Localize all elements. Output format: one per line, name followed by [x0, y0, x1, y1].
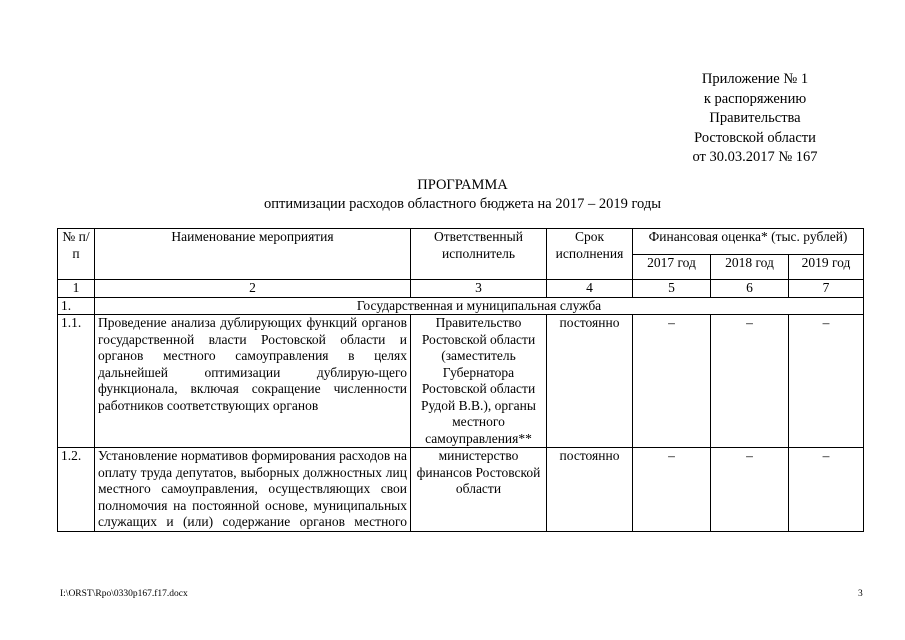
row-name: Установление нормативов формирования расходов на оплату труда депутатов, выборных должностных лиц местного самоуправления, осуществляющих свои полномочия на постоянной основе, муниципальных служащих и (или) содержание органов местного: [95, 448, 411, 532]
header-num-label: № п/п: [62, 229, 90, 261]
column-number: 4: [547, 280, 633, 298]
row-term: постоянно: [547, 315, 633, 448]
appendix-line: от 30.03.2017 № 167: [692, 149, 818, 165]
column-number: 1: [58, 280, 95, 298]
column-number: 6: [711, 280, 789, 298]
title-subheading: оптимизации расходов областного бюджета на 2017 – 2019 годы: [263, 196, 662, 212]
column-numbers-row: [58, 280, 864, 298]
header-name-label: Наименование мероприятия: [171, 229, 334, 244]
header-num: [58, 229, 95, 280]
section-num: 1.: [58, 297, 95, 315]
row-name: Проведение анализа дублирующих функций органов государственной власти Ростовской области и органов местного самоуправления в целях дальнейшей оптимизации дублирую-щего функционала, включая сокращение численности работников соответствующих органов: [95, 315, 411, 448]
table-row: [58, 315, 864, 448]
header-year-2019: 2019 год: [789, 254, 864, 280]
row-2019: –: [789, 448, 864, 532]
row-2018: –: [711, 448, 789, 532]
header-year-2018: 2018 год: [711, 254, 789, 280]
column-number: 3: [411, 280, 547, 298]
section-row: [58, 297, 864, 315]
row-2017: –: [633, 315, 711, 448]
appendix-line: Правительства: [709, 110, 801, 126]
row-term: постоянно: [547, 448, 633, 532]
column-number: 7: [789, 280, 864, 298]
document-title: [0, 176, 905, 214]
row-num: 1.1.: [58, 315, 95, 448]
row-executor: Правительство Ростовской области (заместитель Губернатора Ростовской области Рудой В.В.), органы местного самоуправления**: [411, 315, 547, 448]
file-path: I:\ORST\Rpo\0330p167.f17.docx: [60, 589, 188, 599]
appendix-block: [640, 70, 870, 168]
header-executor: [411, 229, 547, 280]
header-year-2017: 2017 год: [633, 254, 711, 280]
header-term: [547, 229, 633, 280]
header-executor-label: Ответственный исполнитель: [434, 229, 523, 261]
section-title: Государственная и муниципальная служба: [95, 297, 864, 315]
title-heading: ПРОГРАММА: [417, 177, 508, 193]
row-2018: –: [711, 315, 789, 448]
page-number: 3: [858, 589, 863, 599]
header-term-label: Срок исполнения: [555, 229, 624, 261]
header-name: [95, 229, 411, 280]
header-row: [58, 229, 864, 255]
row-2019: –: [789, 315, 864, 448]
column-number: 5: [633, 280, 711, 298]
header-finance-label: Финансовая оценка* (тыс. рублей): [648, 229, 848, 244]
header-finance: [633, 229, 864, 255]
row-num: 1.2.: [58, 448, 95, 532]
row-2017: –: [633, 448, 711, 532]
row-executor: министерство финансов Ростовской области: [411, 448, 547, 532]
appendix-line: к распоряжению: [703, 90, 807, 107]
appendix-line: Приложение № 1: [701, 71, 809, 87]
program-table: [57, 228, 864, 532]
appendix-line: Ростовской области: [694, 129, 816, 146]
table-row: [58, 448, 864, 532]
column-number: 2: [95, 280, 411, 298]
